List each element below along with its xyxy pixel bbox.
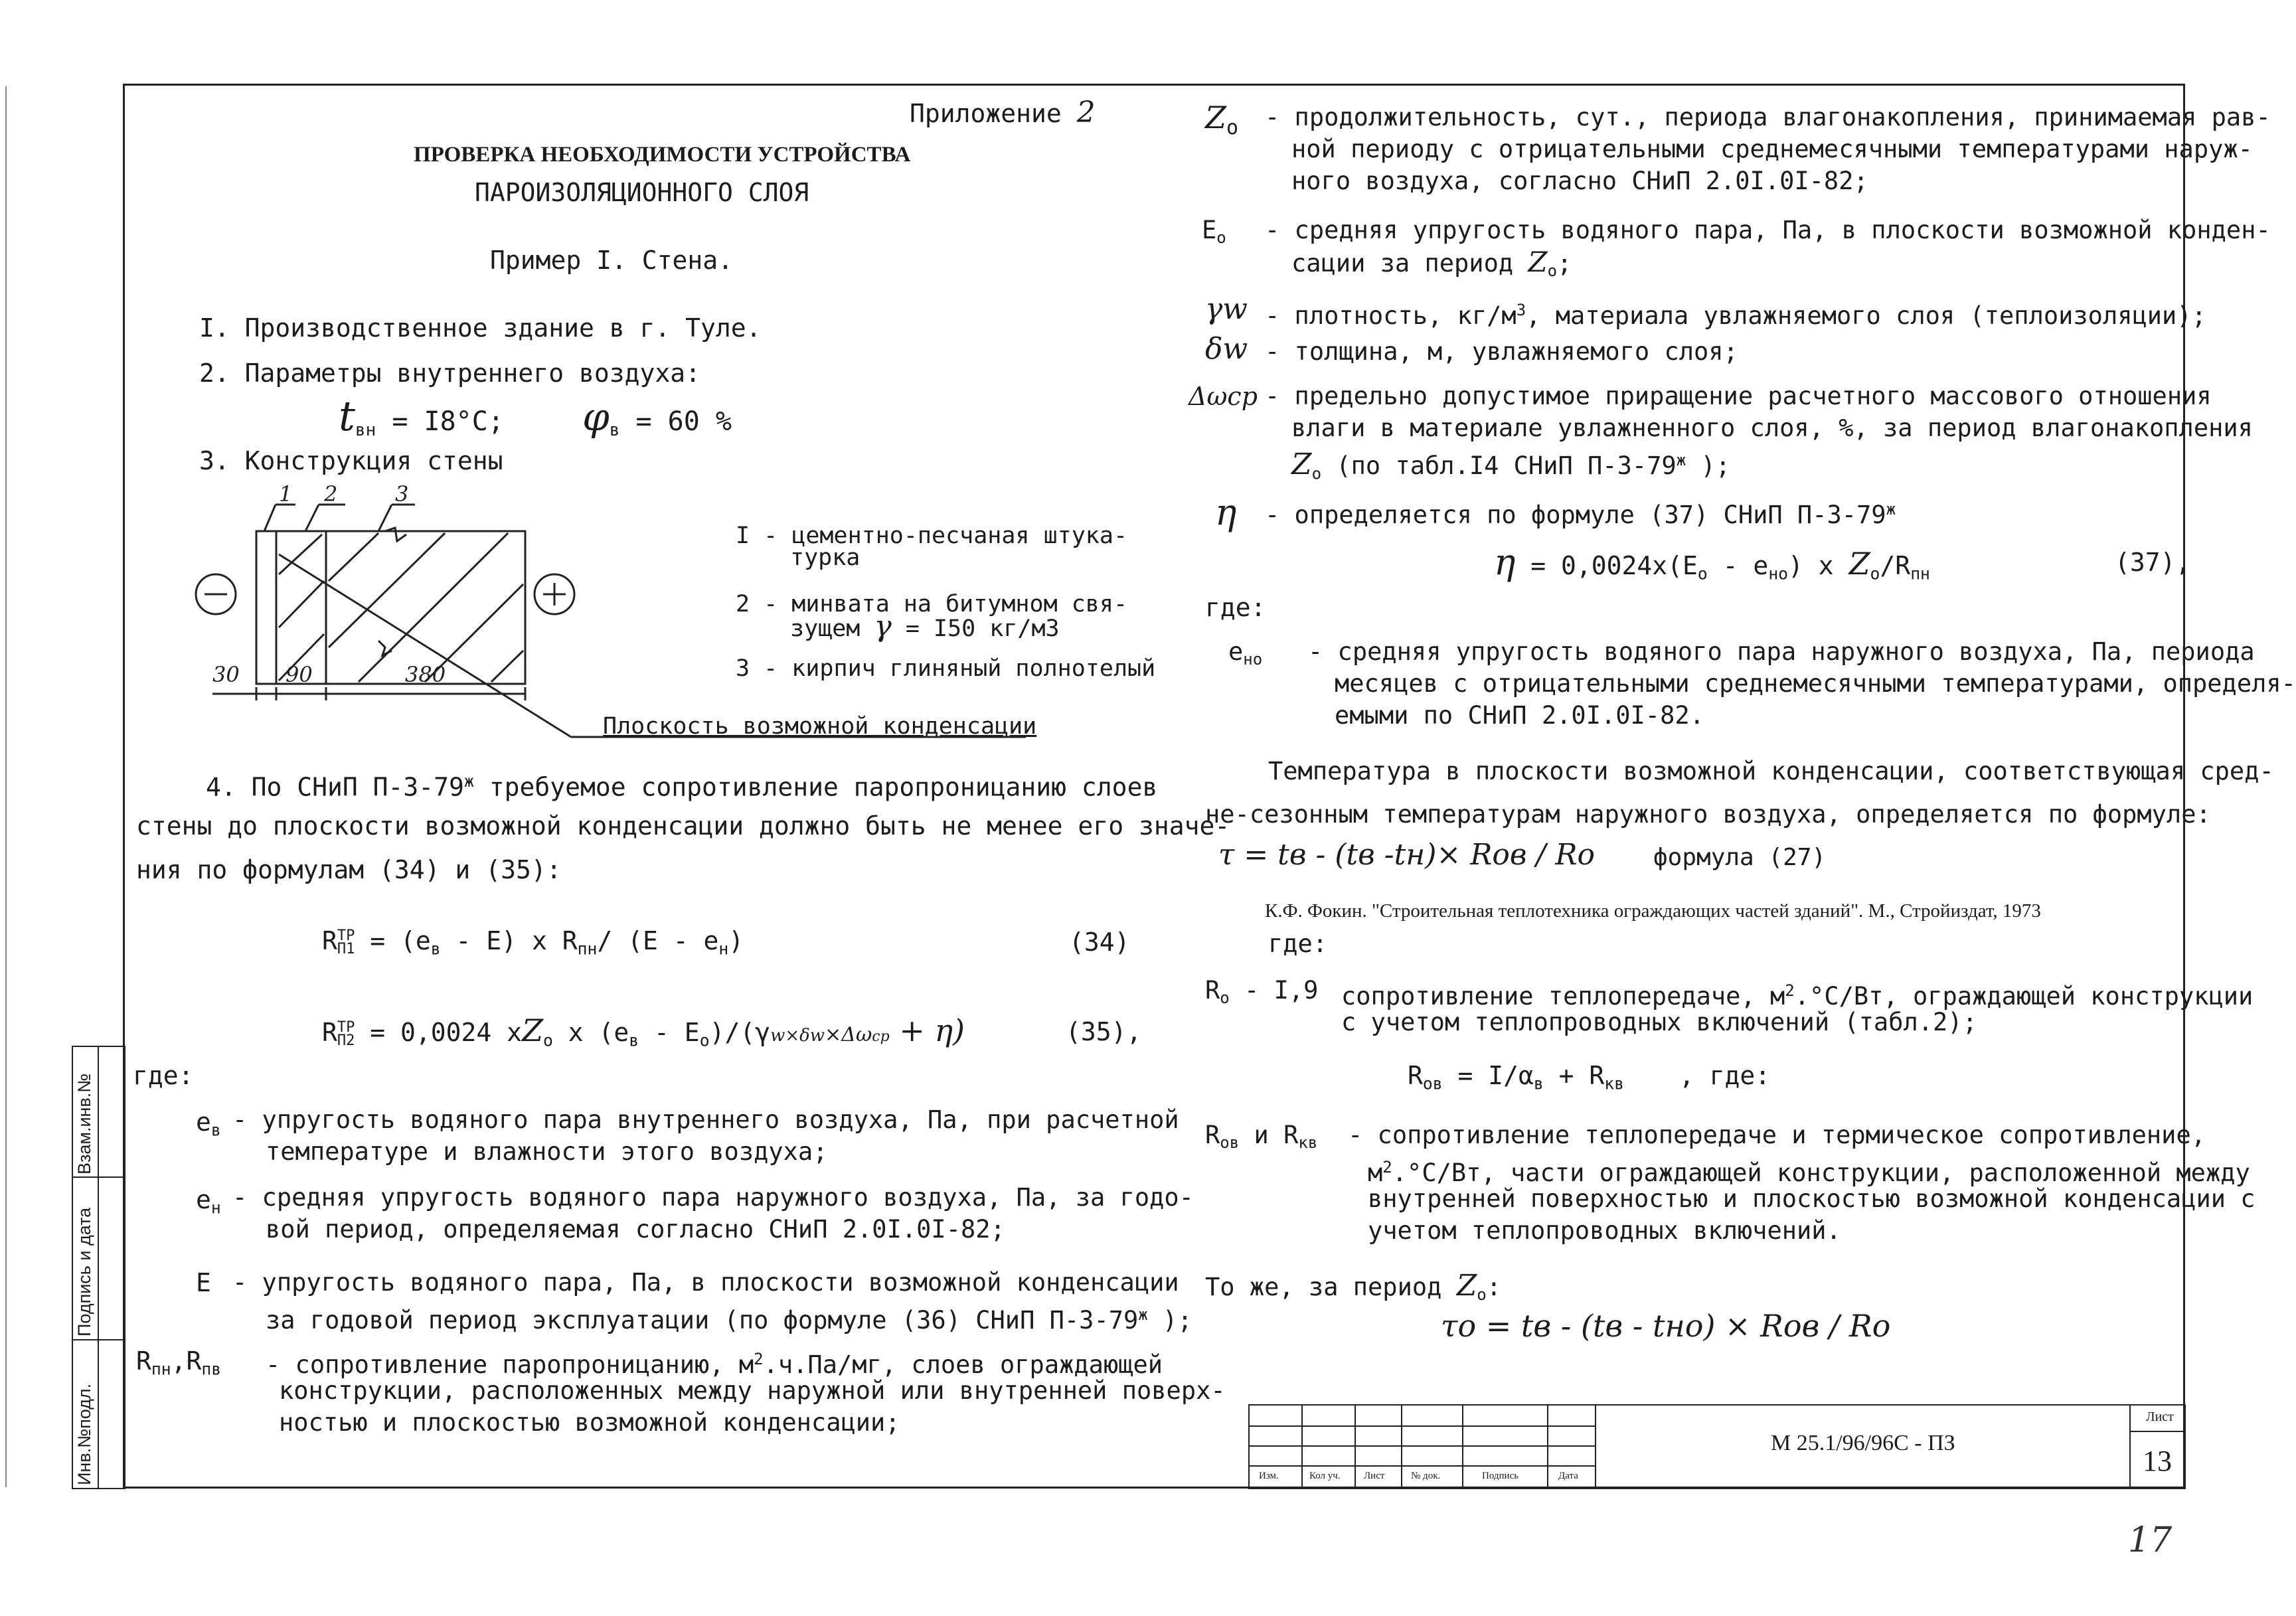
eno-line-1: - средняя упругость водяного пара наружного воздуха, Па, периода xyxy=(1308,637,2255,666)
Rk-line-1: - сопротивление теплопередаче и термическое сопротивление, xyxy=(1348,1121,2206,1149)
zo-line-2: ной периоду с отрицательными среднемесячными температурами наруж- xyxy=(1291,135,2253,163)
Eo-line-2: сации за период $Z_о$; xyxy=(1291,246,1572,281)
title-block xyxy=(1248,1404,2186,1489)
example-heading: Пример I. Стена. xyxy=(490,246,734,275)
dwc-line-3: $Z_о$ (по табл.I4 СНиП $П-3-79^ж$ ); xyxy=(1291,447,1730,483)
eno-sym: $е_{но}$ xyxy=(1228,637,1263,669)
layer-num-2: 2 xyxy=(324,481,338,507)
dw-line: - толщина, м, увлажняемого слоя; xyxy=(1265,337,1738,366)
tau-o-formula: τо = tв - (tв - tно) × Rов / Rо xyxy=(1441,1308,1891,1344)
zo-line-3: ного воздуха, согласно СНиП 2.0I.0I-82; xyxy=(1291,167,1868,195)
tau-formula: τ = tв - (tв -tн)× Rов / Rо xyxy=(1218,838,1595,872)
col-sign: Подпись xyxy=(1482,1471,1519,1481)
Rov-formula: $R_{ов} = I/\alpha_в + R_{кв}$ , где: xyxy=(1408,1061,1771,1093)
appendix-label: Приложение 2 xyxy=(910,96,1096,129)
layer-num-1: 1 xyxy=(279,481,293,507)
legend-3: 3 - кирпич глиняный полнотелый xyxy=(736,655,1156,682)
col-list: Лист xyxy=(1364,1471,1385,1481)
legend-2b: зущем γ = I50 кг/м3 xyxy=(790,609,1060,643)
frame-top xyxy=(123,84,2184,86)
col-doc: № док. xyxy=(1411,1471,1441,1481)
title-line-2: ПАРОИЗОЛЯЦИОННОГО СЛОЯ xyxy=(475,178,809,207)
reference: К.Ф. Фокин. "Строительная теплотехника ограждающих частей зданий". М., Стройиздат, 1973 xyxy=(1265,900,2041,922)
same-period: То же, за период $Z_о$: xyxy=(1205,1269,1502,1305)
Eo-sym: $Е_о$ xyxy=(1202,216,1226,248)
inner-air-params: $t_{вн} = I8^\circ С$; $\varphi_в = 60$ % xyxy=(339,392,732,440)
en-line-1: - средняя упругость водяного пара наружного воздуха, Па, за годо- xyxy=(232,1183,1194,1212)
where-right: где: xyxy=(1205,593,1266,622)
legend-2a: 2 - минвата на битумном свя- xyxy=(736,591,1128,617)
eta-line: - определяется по формуле (37) СНиП $П-3-79^ж$ xyxy=(1265,500,1896,530)
item-4-line-1: 4. По СНиП $П-3-79^ж$ требуемое сопротивление паропроницанию слоев xyxy=(206,771,1158,802)
item-4-line-3: ния по формулам (34) и (35): xyxy=(136,855,562,884)
dwc-line-2: влаги в материале увлажненного слоя, %, за период влагонакопления xyxy=(1291,414,2253,442)
ev-line-1: - упругость водяного пара внутреннего воздуха, Па, при расчетной xyxy=(232,1105,1179,1134)
R-line-1: - сопротивление паропроницанию, $м^2.ч.Па/мг$, слоев ограждающей xyxy=(266,1350,1163,1380)
title-line-1: ПРОВЕРКА НЕОБХОДИМОСТИ УСТРОЙСТВА xyxy=(414,143,911,167)
Rk-sym: $R_{ов}$ и $R_{кв}$ xyxy=(1205,1121,1318,1153)
gw-line: - плотность, $кг/м^3$, материала увлажняемого слоя (теплоизоляции); xyxy=(1265,301,2206,331)
sheet-label: Лист xyxy=(2146,1410,2174,1424)
zo-sym: $Z_о$ xyxy=(1205,100,1238,139)
formula-35-number: (35), xyxy=(1066,1017,1142,1046)
eno-line-2: месяцев с отрицательными среднемесячными температурами, определя- xyxy=(1335,669,2296,698)
dim-380: 380 xyxy=(405,662,446,687)
legend-1b: турка xyxy=(790,544,861,571)
dwc-line-1: - предельно допустимое приращение расчетного массового отношения xyxy=(1265,382,2212,410)
col-kol: Кол уч. xyxy=(1309,1471,1341,1481)
col-izm: Изм. xyxy=(1259,1471,1279,1481)
formula-34: R ТР П1 = $(е_в - Е)$ х $R_{пн}/$ $(Е - е_н)$ xyxy=(322,926,744,959)
R-line-2: конструкции, расположенных между наружной или внутренней поверх- xyxy=(279,1376,1226,1405)
R-line-3: ностью и плоскостью возможной конденсации; xyxy=(279,1408,900,1437)
Ro-line-1: сопротивление теплопередаче, $м^2.^\circ С/Вт$, ограждающей конструкции xyxy=(1341,981,2254,1011)
R-sym: $R_{пн},R_{пв}$ xyxy=(136,1346,222,1379)
item-2: 2. Параметры внутреннего воздуха: xyxy=(199,359,700,388)
where-left: где: xyxy=(133,1061,194,1090)
E-line-1: - упругость водяного пара, Па, в плоскости возможной конденсации xyxy=(232,1268,1179,1297)
col-date: Дата xyxy=(1558,1471,1578,1481)
frame-right xyxy=(2183,84,2185,1489)
side-label-sign: Подпись и дата xyxy=(74,1207,94,1336)
formula-34-number: (34) xyxy=(1069,928,1130,957)
gw-sym: γw xyxy=(1205,292,1248,326)
binding-line xyxy=(5,86,7,1487)
Rk-line-2: $м^2.^\circ С/Вт$, части ограждающей конструкции, расположенной между xyxy=(1368,1158,2250,1188)
sheet-number: 13 xyxy=(2143,1445,2172,1477)
eno-line-3: емыми по СНиП 2.0I.0I-82. xyxy=(1335,701,1704,730)
E-line-2: за годовой период эксплуатации (по формуле (36) СНиП $П-3-79^ж$ ); xyxy=(266,1305,1192,1335)
page-mark: 17 xyxy=(2128,1520,2173,1560)
side-label-vzam: Взам.инв.№ xyxy=(74,1073,94,1174)
plaster-layer xyxy=(256,531,276,684)
where-right-2: где: xyxy=(1268,929,1328,958)
plane-label: Плоскость возможной конденсации xyxy=(603,713,1037,740)
Rk-line-3: внутренней поверхностью и плоскостью возможной конденсации с xyxy=(1368,1184,2255,1213)
zo-line-1: - продолжительность, сут., периода влагонакопления, принимаемая рав- xyxy=(1265,103,2271,131)
formula-35: R ТР П2 = 0,0024 $хZ_о$ х $(е_в - Е_о)/(\gamma w\times\delta w\times\Delta\omega ср + \eta)$ xyxy=(322,1012,965,1050)
Ro-sym: $R_о - I,9$ xyxy=(1205,976,1319,1008)
document-code: М 25.1/96/96С - ПЗ xyxy=(1771,1431,1955,1455)
item-3: 3. Конструкция стены xyxy=(199,446,503,475)
formula-37-number: (37), xyxy=(2115,548,2191,577)
Eo-line-1: - средняя упругость водяного пара, Па, в плоскости возможной конден- xyxy=(1265,216,2271,244)
item-1: I. Производственное здание в г. Туле. xyxy=(199,313,762,343)
layer-num-3: 3 xyxy=(395,481,409,507)
dim-90: 90 xyxy=(286,662,313,687)
dw-sym: δw xyxy=(1205,332,1248,366)
en-sym: $е_н$ xyxy=(196,1185,221,1218)
E-sym: Е xyxy=(196,1268,211,1297)
ev-line-2: температуре и влажности этого воздуха; xyxy=(266,1137,828,1166)
item-4-line-2: стены до плоскости возможной конденсации должно быть не менее его значе- xyxy=(136,811,1230,841)
side-label-inv: Инв.№подл. xyxy=(74,1383,94,1485)
temp-line-2: не-сезонным температурам наружного воздуха, определяется по формуле: xyxy=(1205,800,2211,829)
en-line-2: вой период, определяемая согласно СНиП 2.0I.0I-82; xyxy=(266,1215,1005,1244)
dim-30: 30 xyxy=(212,662,240,687)
side-stamp xyxy=(72,1046,125,1489)
dwc-sym: Δωср xyxy=(1189,382,1258,411)
formula-37: $\eta = 0,0024х(Е_о - е_{но})$ х $Z_о/R_{пн}$ xyxy=(1494,541,1930,584)
Ro-line-2: с учетом теплопроводных включений (табл.2); xyxy=(1341,1008,1977,1036)
eta-sym: η xyxy=(1215,491,1237,533)
formula-27-label: формула (27) xyxy=(1653,844,1827,871)
Rk-line-4: учетом теплопроводных включений. xyxy=(1368,1216,1841,1245)
ev-sym: $е_в$ xyxy=(196,1107,221,1140)
temp-line-1: Температура в плоскости возможной конденсации, соответствующая сред- xyxy=(1268,757,2274,785)
legend-1a: I - цементно-песчаная штука- xyxy=(736,523,1128,549)
